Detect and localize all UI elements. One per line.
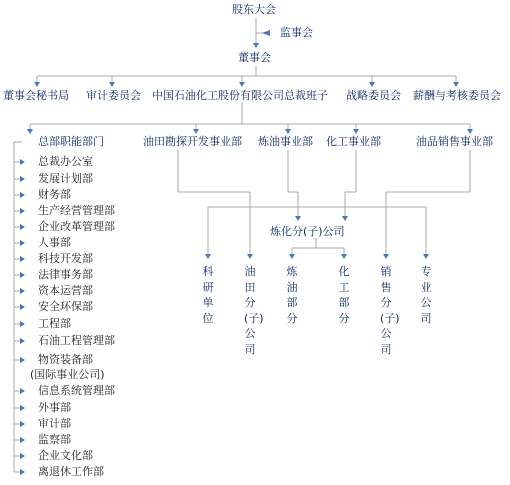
dept-item: 法律事务部 [38, 268, 93, 281]
node-refining-part: 炼油部分 [286, 265, 298, 325]
node-hq-functions: 总部职能部门 [38, 135, 104, 148]
node-refining-chem-company: 炼化分(子)公司 [270, 225, 345, 238]
node-chemical-part: 化工部分 [338, 265, 350, 325]
node-president-team: 中国石油化工股份有限公司总裁班子 [152, 89, 328, 102]
dept-item: 安全环保部 [38, 300, 93, 313]
dept-item: 企业文化部 [38, 449, 93, 462]
dept-item: 外事部 [38, 401, 71, 414]
dept-item: 离退休工作部 [38, 465, 104, 478]
dept-item: 石油工程管理部 [38, 334, 115, 347]
node-marketing-division: 油品销售事业部 [416, 135, 493, 148]
dept-item-note: (国际事业公司) [30, 368, 105, 381]
node-refining-division: 炼油事业部 [258, 135, 313, 148]
node-shareholders: 股东大会 [232, 3, 276, 16]
dept-item: 人事部 [38, 236, 71, 249]
node-compensation-committee: 薪酬与考核委员会 [413, 89, 501, 102]
dept-item: 资本运营部 [38, 284, 93, 297]
node-oilfield-company: 油田分(子)公司 [244, 265, 264, 356]
dept-item: 监察部 [38, 433, 71, 446]
dept-item: 审计部 [38, 417, 71, 430]
node-board-of-directors: 董事会 [238, 51, 271, 64]
dept-item: 信息系统管理部 [38, 384, 115, 397]
node-upstream-division: 油田勘探开发事业部 [143, 135, 242, 148]
dept-item: 生产经营管理部 [38, 204, 115, 217]
node-audit-committee: 审计委员会 [86, 89, 141, 102]
node-supervisory-board: 监事会 [280, 26, 313, 39]
node-strategy-committee: 战略委员会 [346, 89, 401, 102]
dept-item: 财务部 [38, 188, 71, 201]
node-chemical-division: 化工事业部 [326, 135, 381, 148]
node-research-units: 科研单位 [202, 265, 214, 325]
node-specialized-company: 专业公司 [420, 265, 432, 325]
dept-item: 工程部 [38, 317, 71, 330]
dept-item: 企业改革管理部 [38, 220, 115, 233]
dept-item: 发展计划部 [38, 172, 93, 185]
dept-item: 总裁办公室 [38, 155, 93, 168]
node-sales-company: 销售分(子)公司 [380, 265, 400, 356]
dept-item: 物资装备部 [38, 353, 93, 366]
dept-item: 科技开发部 [38, 252, 93, 265]
node-board-secretariat: 董事会秘书局 [3, 89, 69, 102]
